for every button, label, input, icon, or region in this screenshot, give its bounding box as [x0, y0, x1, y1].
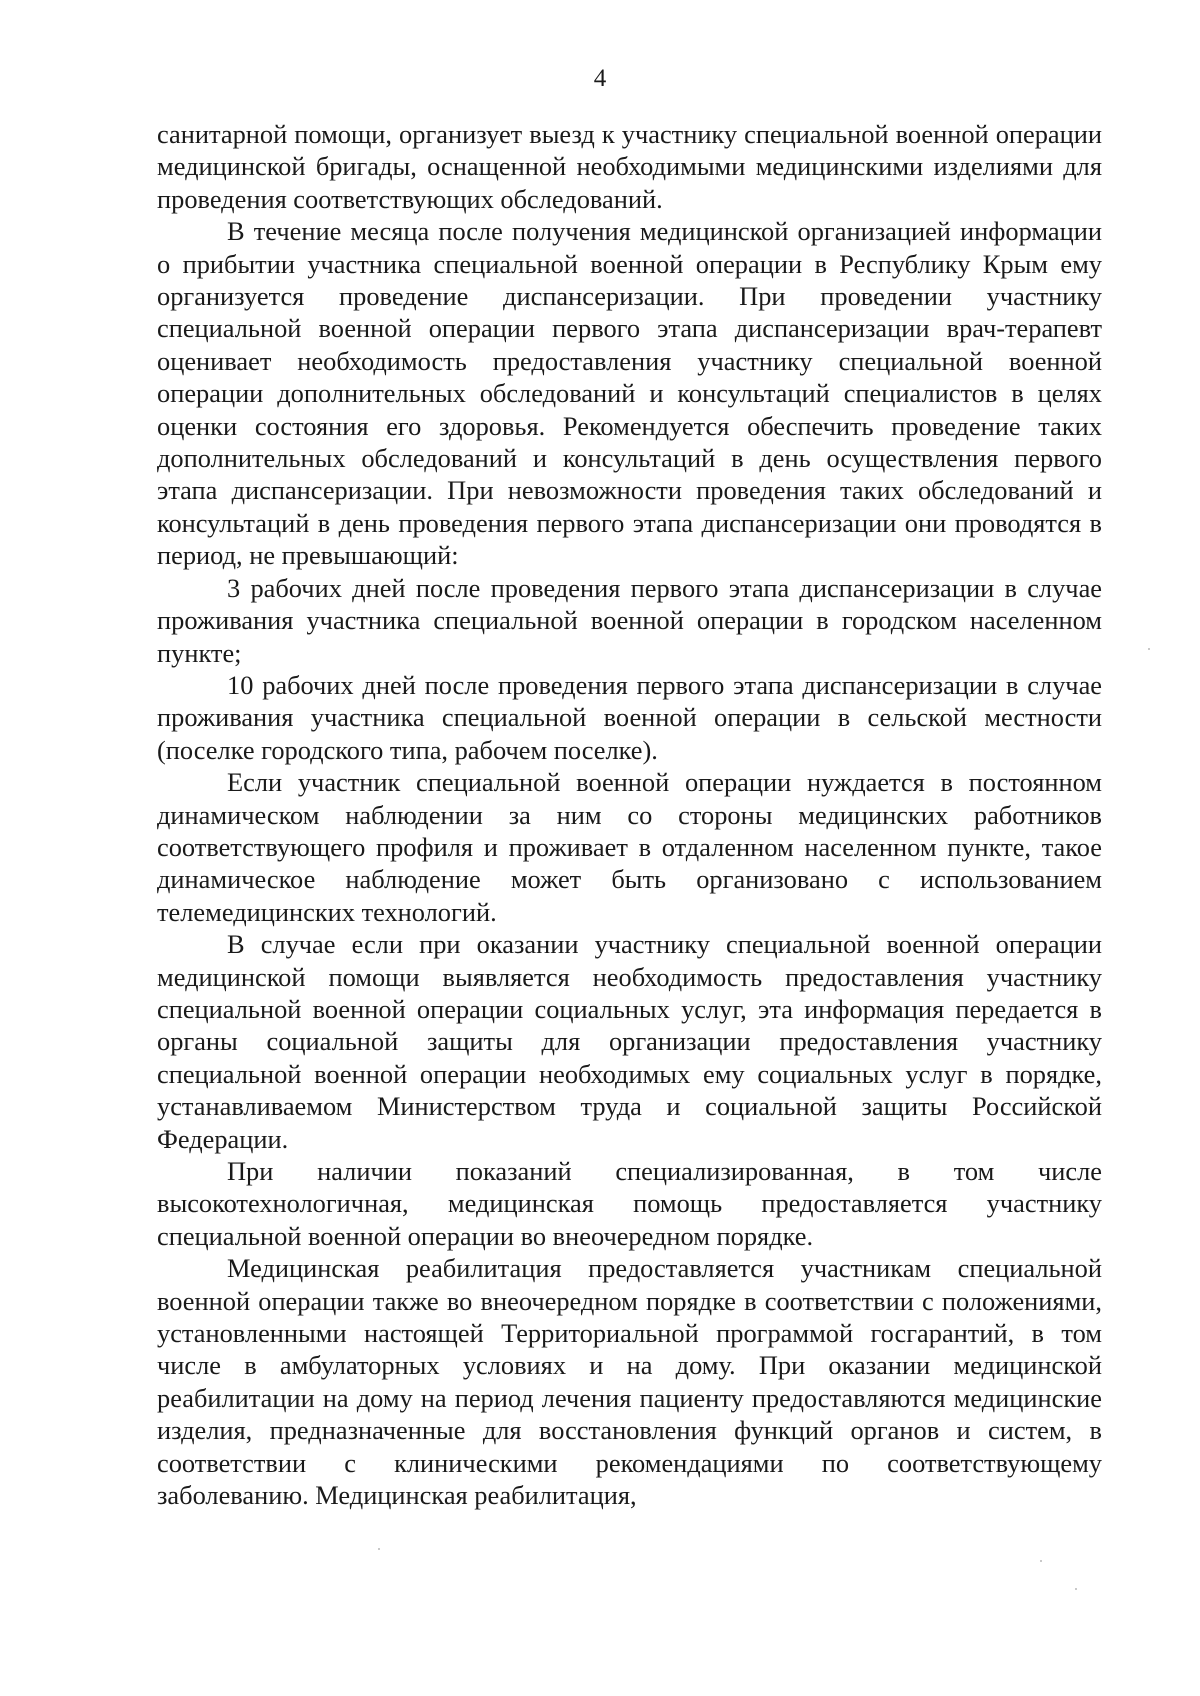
paragraph-rural-term: 10 рабочих дней после проведения первого этапа диспансеризации в случае проживания участника специальной военной операции в сельской местности (поселке городского типа, рабочем поселке). [157, 669, 1102, 765]
paragraph-dispensarization: В течение месяца после получения медицинской организацией информации о прибытии участника специальной военной операции в Республику Крым ему организуется проведение диспансеризации. При проведении участнику специальной военной операции первого этапа диспансеризации врач-терапевт оценивает необходимость предоставления участнику специальной военной операции дополнительных обследований и консультаций специалистов в целях оценки состояния его здоровья. Рекомендуется обеспечить проведение таких дополнительных обследований и консультаций в день осуществления первого этапа диспансеризации. При невозможности проведения таких обследований и консультаций в день проведения первого этапа диспансеризации они проводятся в период, не превышающий: [157, 216, 1102, 571]
scan-speck [1040, 1560, 1042, 1562]
document-body [157, 118, 1102, 1511]
paragraph-social-services: В случае если при оказании участнику специальной военной операции медицинской помощи выявляется необходимость предоставления участнику специальной военной операции социальных услуг, эта информация передается в органы социальной защиты для организации предоставления участнику специальной военной операции необходимых ему социальных услуг в порядке, устанавливаемом Министерством труда и социальной защиты Российской Федерации. [157, 929, 1102, 1154]
paragraph-specialized-care: При наличии показаний специализированная, в том числе высокотехнологичная, медицинская помощь предоставляется участнику специальной военной операции во внеочередном порядке. [157, 1156, 1102, 1251]
paragraph-telemedicine: Если участник специальной военной операции нуждается в постоянном динамическом наблюдении за ним со стороны медицинских работников соответствующего профиля и проживает в отдаленном населенном пункте, такое динамическое наблюдение может быть организовано с использованием телемедицинских технологий. [157, 767, 1102, 927]
scan-speck [1148, 648, 1150, 650]
paragraph-continuation: санитарной помощи, организует выезд к участнику специальной военной операции медицинской бригады, оснащенной необходимыми медицинскими изделиями для проведения соответствующих обследований. [157, 119, 1102, 214]
scan-speck [1075, 1588, 1077, 1590]
page-number: 4 [593, 65, 607, 92]
paragraph-rehabilitation: Медицинская реабилитация предоставляется участникам специальной военной операции также во внеочередном порядке в соответствии с положениями, установленными настоящей Территориальной программой госгарантий, в том числе в амбулаторных условиях и на дому. При оказании медицинской реабилитации на дому на период лечения пациенту предоставляются медицинские изделия, предназначенные для восстановления функций органов и систем, в соответствии с клиническими рекомендациями по соответствующему заболеванию. Медицинская реабилитация, [157, 1253, 1102, 1511]
paragraph-urban-term: 3 рабочих дней после проведения первого этапа диспансеризации в случае проживания участника специальной военной операции в городском населенном пункте; [157, 572, 1102, 668]
scan-speck [378, 1548, 380, 1550]
